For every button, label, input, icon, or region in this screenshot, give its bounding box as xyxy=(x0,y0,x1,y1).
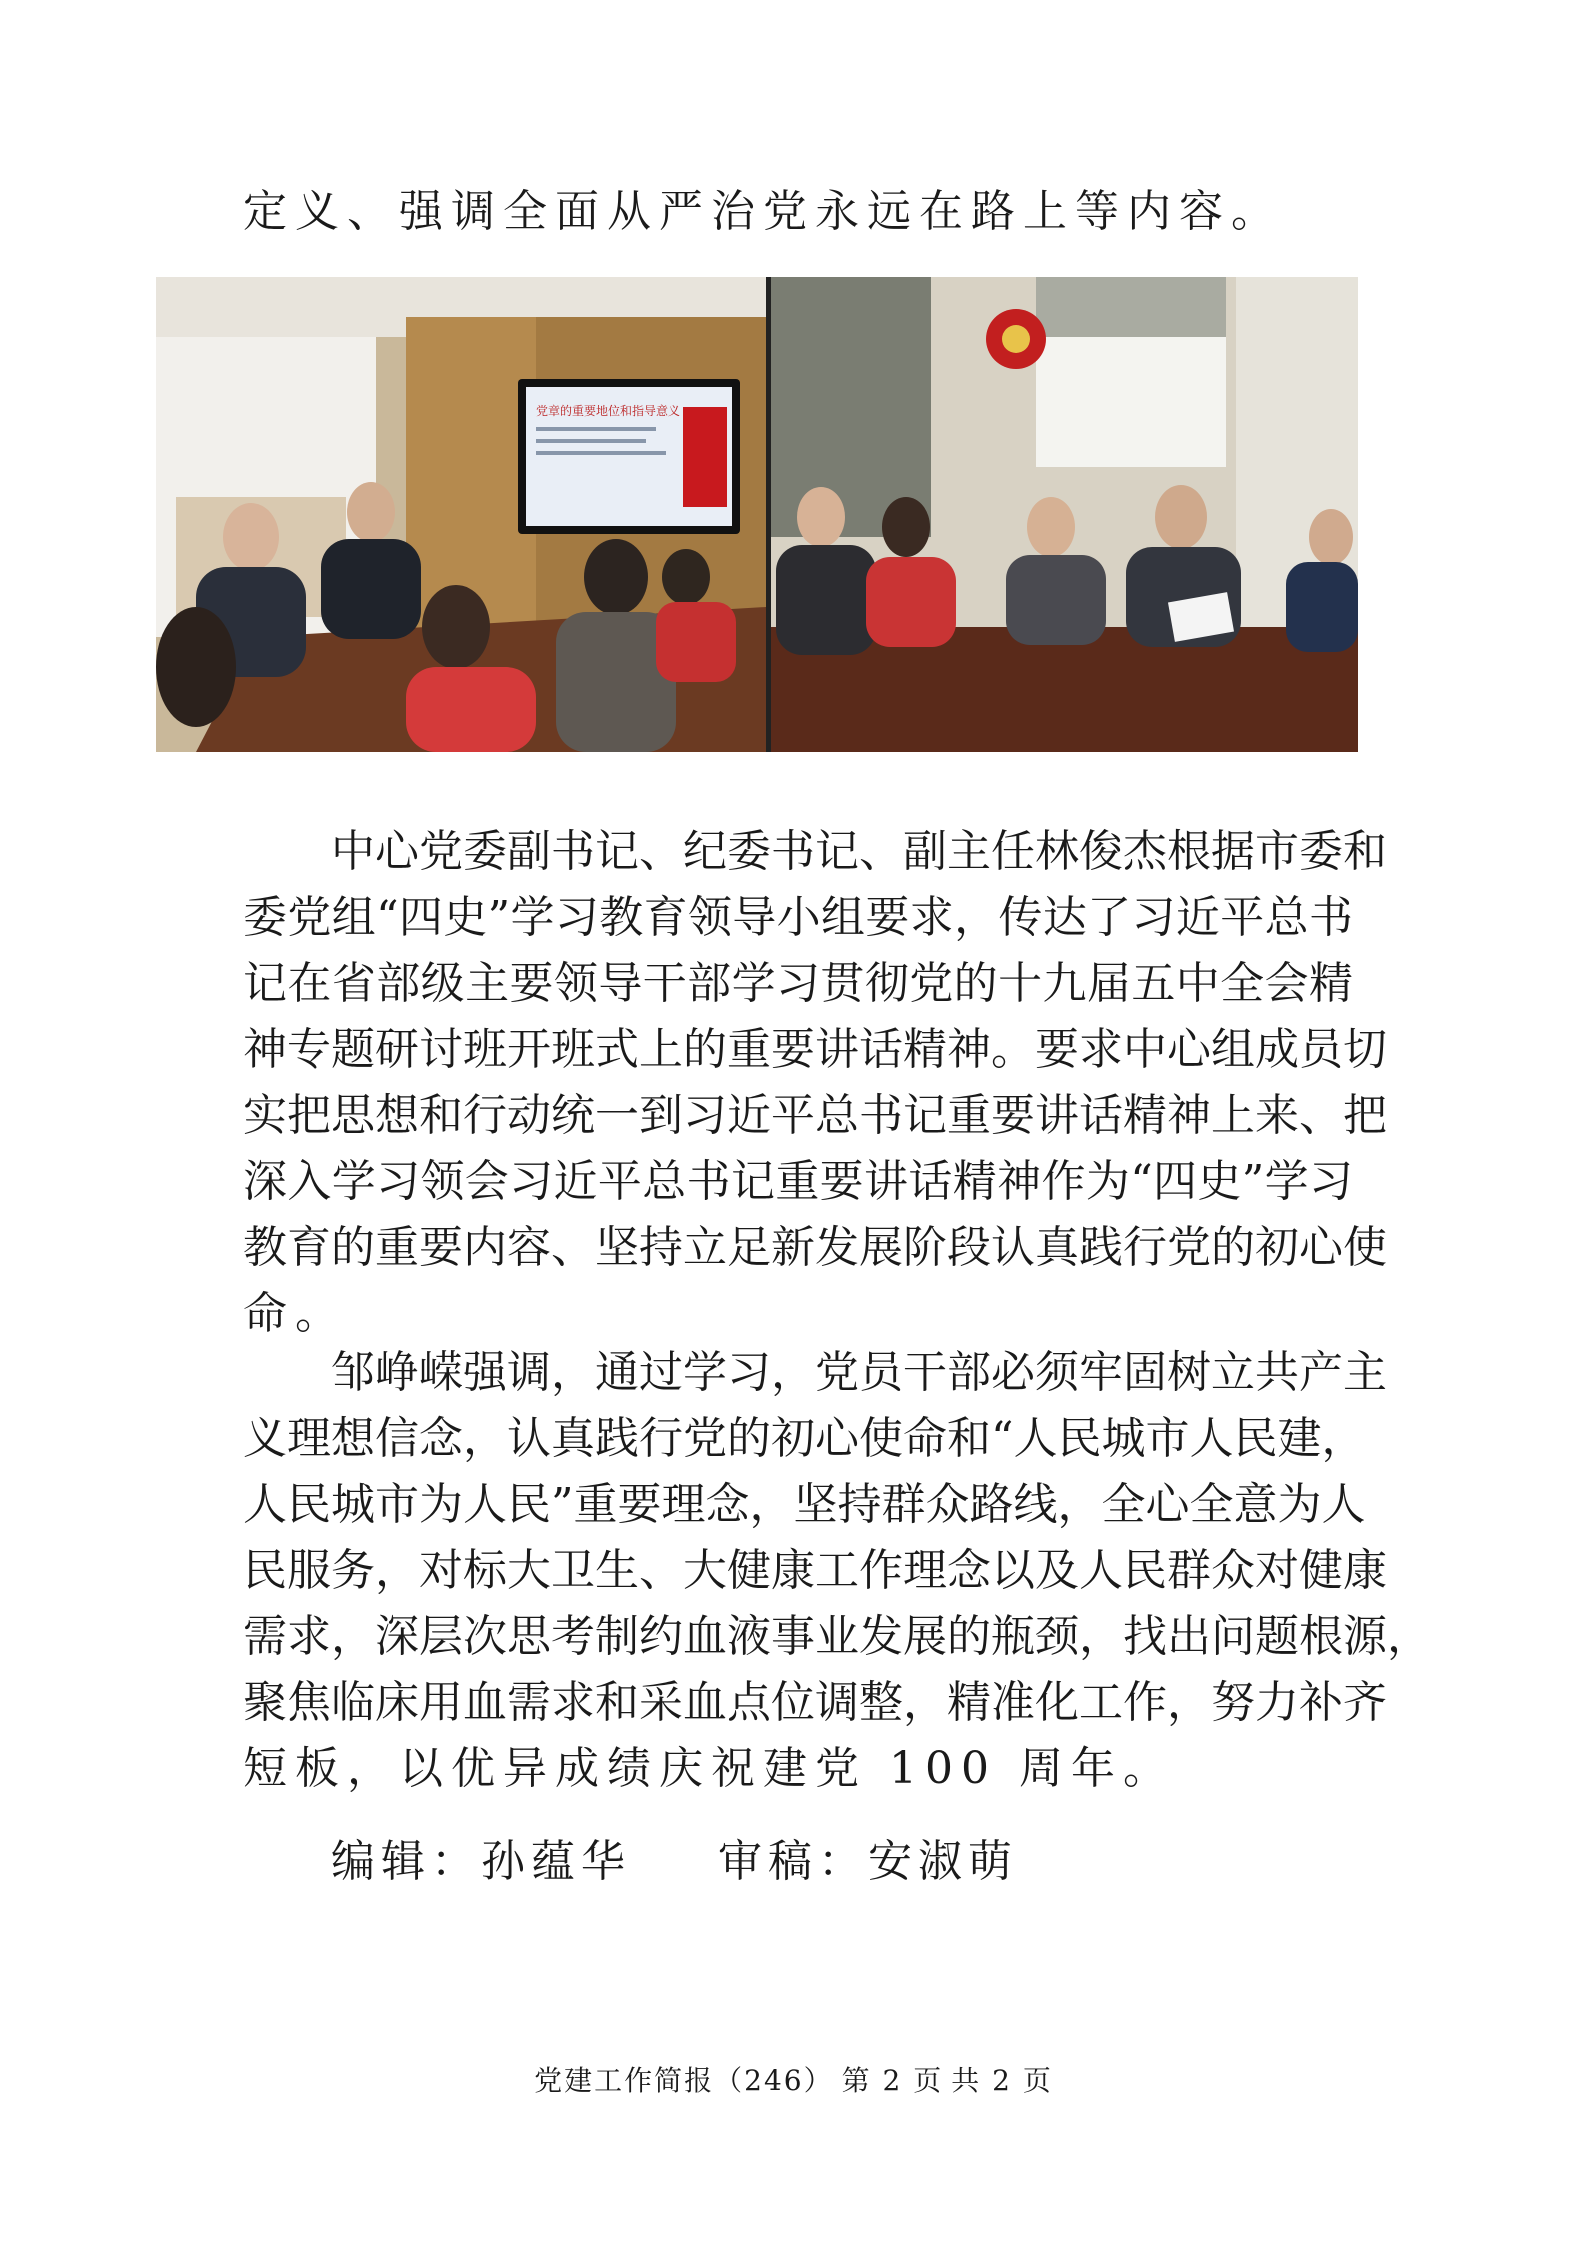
footer-page-number: 第 2 页 xyxy=(841,2064,944,2097)
footer-publication: 党建工作简报（246） xyxy=(534,2064,834,2097)
svg-text:党章的重要地位和指导意义: 党章的重要地位和指导意义 xyxy=(536,404,681,418)
text-line: 短板，以优异成绩庆祝建党 100 周年。 xyxy=(243,1743,1175,1794)
text-line: 民服务，对标大卫生、大健康工作理念以及人民群众对健康 xyxy=(243,1545,1387,1596)
right-meeting-photo xyxy=(771,277,1358,752)
text-line: 中心党委副书记、纪委书记、副主任林俊杰根据市委和 xyxy=(331,826,1387,877)
reviewer-credit: 审稿：安淑萌 xyxy=(718,1836,1018,1887)
text-line: 命。 xyxy=(243,1288,347,1339)
text-line: 聚焦临床用血需求和采血点位调整，精准化工作，努力补齐 xyxy=(243,1677,1387,1728)
left-meeting-photo xyxy=(156,277,766,752)
footer-total-pages: 共 2 页 xyxy=(951,2064,1053,2097)
meeting-photos xyxy=(156,277,1358,752)
text-line: 神专题研讨班开班式上的重要讲话精神。要求中心组成员切 xyxy=(243,1024,1387,1075)
text-line: 邹峥嵘强调，通过学习，党员干部必须牢固树立共产主 xyxy=(331,1347,1387,1398)
text-line: 实把思想和行动统一到习近平总书记重要讲话精神上来、把 xyxy=(243,1090,1387,1141)
text-line: 教育的重要内容、坚持立足新发展阶段认真践行党的初心使 xyxy=(243,1222,1387,1273)
editor-credit: 编辑：孙蕴华 xyxy=(331,1836,631,1887)
page-footer xyxy=(0,2061,1587,2101)
text-line: 需求，深层次思考制约血液事业发展的瓶颈，找出问题根源， xyxy=(243,1611,1431,1662)
intro-line: 定义、强调全面从严治党永远在路上等内容。 xyxy=(243,186,1283,237)
text-line: 深入学习领会习近平总书记重要讲话精神作为“四史”学习 xyxy=(243,1156,1353,1207)
text-line: 委党组“四史”学习教育领导小组要求，传达了习近平总书 xyxy=(243,892,1353,943)
text-line: 义理想信念，认真践行党的初心使命和“人民城市人民建， xyxy=(243,1413,1366,1464)
text-line: 记在省部级主要领导干部学习贯彻党的十九届五中全会精 xyxy=(243,958,1353,1009)
text-line: 人民城市为人民”重要理念，坚持群众路线，全心全意为人 xyxy=(243,1479,1366,1530)
